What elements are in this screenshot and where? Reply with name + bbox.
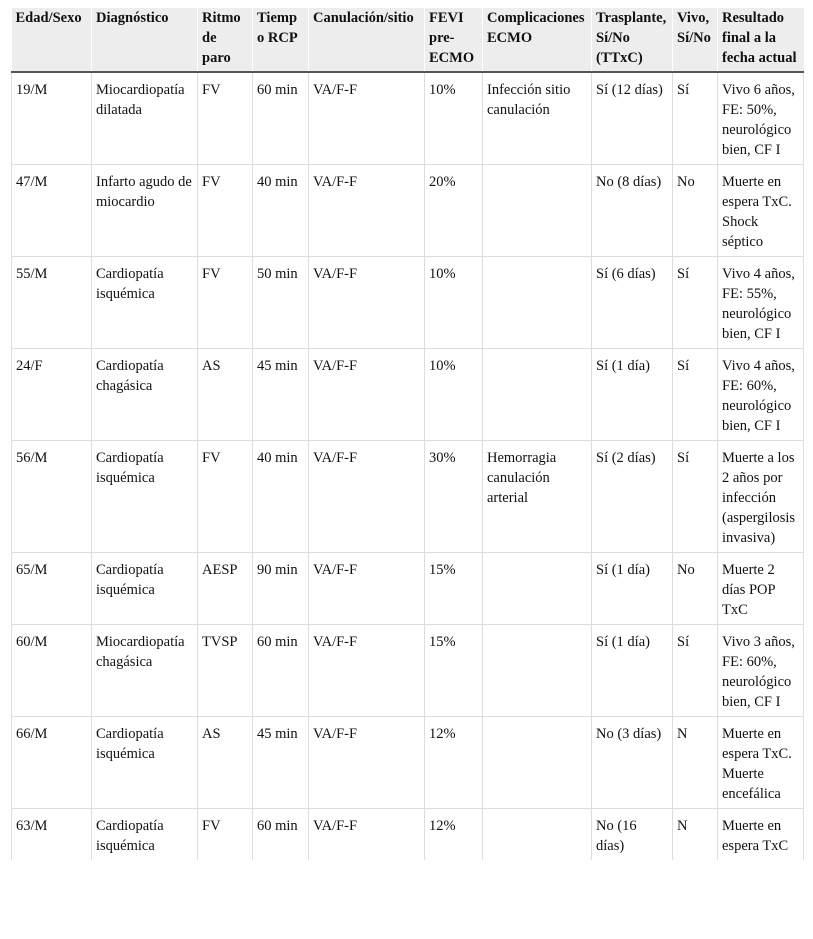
cell-complicaciones-ecmo [483, 809, 592, 861]
header-complicaciones-ecmo: Complicaciones ECMO [483, 8, 592, 72]
cell-tiempo-rcp: 60 min [253, 72, 309, 165]
cell-complicaciones-ecmo [483, 625, 592, 717]
cell-tiempo-rcp: 40 min [253, 441, 309, 553]
cell-complicaciones-ecmo [483, 165, 592, 257]
cell-trasplante: Sí (1 día) [592, 625, 673, 717]
header-resultado-final: Resultado final a la fecha actual [718, 8, 804, 72]
cell-trasplante: Sí (12 días) [592, 72, 673, 165]
cell-ritmo-paro: FV [198, 72, 253, 165]
cell-fevi-pre-ecmo: 30% [425, 441, 483, 553]
header-vivo: Vivo, Sí/No [673, 8, 718, 72]
table-header-row [12, 8, 804, 72]
cell-edad-sexo: 63/M [12, 809, 92, 861]
cell-canulacion-sitio: VA/F-F [309, 349, 425, 441]
cell-ritmo-paro: AESP [198, 553, 253, 625]
cell-complicaciones-ecmo: Hemorragia canulación arterial [483, 441, 592, 553]
cell-vivo: Sí [673, 257, 718, 349]
cell-ritmo-paro: FV [198, 257, 253, 349]
cell-fevi-pre-ecmo: 15% [425, 625, 483, 717]
cell-edad-sexo: 65/M [12, 553, 92, 625]
cell-fevi-pre-ecmo: 12% [425, 809, 483, 861]
cell-vivo: Sí [673, 349, 718, 441]
cell-canulacion-sitio: VA/F-F [309, 809, 425, 861]
header-tiempo-rcp: Tiempo RCP [253, 8, 309, 72]
cell-complicaciones-ecmo: Infección sitio canulación [483, 72, 592, 165]
cell-edad-sexo: 60/M [12, 625, 92, 717]
header-edad-sexo: Edad/Sexo [12, 8, 92, 72]
cell-vivo: N [673, 717, 718, 809]
cell-vivo: Sí [673, 625, 718, 717]
cell-trasplante: No (3 días) [592, 717, 673, 809]
cell-resultado-final: Vivo 3 años, FE: 60%, neurológico bien, CF I [718, 625, 804, 717]
cell-ritmo-paro: AS [198, 717, 253, 809]
cell-trasplante: Sí (1 día) [592, 553, 673, 625]
cell-vivo: Sí [673, 441, 718, 553]
cell-resultado-final: Vivo 4 años, FE: 60%, neurológico bien, CF I [718, 349, 804, 441]
header-trasplante: Trasplante, Sí/No (TTxC) [592, 8, 673, 72]
cell-trasplante: Sí (2 días) [592, 441, 673, 553]
table-row [12, 625, 804, 717]
cell-tiempo-rcp: 40 min [253, 165, 309, 257]
cell-diagnostico: Cardiopatía isquémica [92, 809, 198, 861]
cell-ritmo-paro: FV [198, 809, 253, 861]
cell-complicaciones-ecmo [483, 349, 592, 441]
cell-complicaciones-ecmo [483, 553, 592, 625]
cell-edad-sexo: 56/M [12, 441, 92, 553]
cell-diagnostico: Cardiopatía isquémica [92, 441, 198, 553]
cell-vivo: Sí [673, 72, 718, 165]
cell-fevi-pre-ecmo: 12% [425, 717, 483, 809]
cell-fevi-pre-ecmo: 10% [425, 257, 483, 349]
cell-ritmo-paro: FV [198, 441, 253, 553]
cell-canulacion-sitio: VA/F-F [309, 441, 425, 553]
header-canulacion-sitio: Canulación/sitio [309, 8, 425, 72]
cell-resultado-final: Muerte en espera TxC [718, 809, 804, 861]
header-fevi-pre-ecmo: FEVI pre-ECMO [425, 8, 483, 72]
cell-complicaciones-ecmo [483, 257, 592, 349]
cell-tiempo-rcp: 50 min [253, 257, 309, 349]
table-row [12, 72, 804, 165]
cell-diagnostico: Cardiopatía isquémica [92, 553, 198, 625]
cell-ritmo-paro: FV [198, 165, 253, 257]
cell-diagnostico: Miocardiopatía chagásica [92, 625, 198, 717]
cell-resultado-final: Muerte 2 días POP TxC [718, 553, 804, 625]
table-row [12, 809, 804, 861]
cell-diagnostico: Infarto agudo de miocardio [92, 165, 198, 257]
table-row [12, 165, 804, 257]
cell-edad-sexo: 66/M [12, 717, 92, 809]
table-row [12, 349, 804, 441]
cell-resultado-final: Vivo 6 años, FE: 50%, neurológico bien, CF I [718, 72, 804, 165]
cell-fevi-pre-ecmo: 10% [425, 72, 483, 165]
table-row [12, 257, 804, 349]
cell-diagnostico: Cardiopatía isquémica [92, 717, 198, 809]
table-row [12, 553, 804, 625]
cell-canulacion-sitio: VA/F-F [309, 72, 425, 165]
cell-resultado-final: Muerte en espera TxC. Shock séptico [718, 165, 804, 257]
cell-edad-sexo: 47/M [12, 165, 92, 257]
cell-trasplante: Sí (1 día) [592, 349, 673, 441]
table-row [12, 717, 804, 809]
cell-fevi-pre-ecmo: 15% [425, 553, 483, 625]
cell-tiempo-rcp: 90 min [253, 553, 309, 625]
cell-canulacion-sitio: VA/F-F [309, 553, 425, 625]
cell-edad-sexo: 24/F [12, 349, 92, 441]
cell-canulacion-sitio: VA/F-F [309, 717, 425, 809]
cell-ritmo-paro: TVSP [198, 625, 253, 717]
results-table-container [11, 8, 803, 860]
cell-diagnostico: Cardiopatía chagásica [92, 349, 198, 441]
cell-canulacion-sitio: VA/F-F [309, 625, 425, 717]
cell-resultado-final: Vivo 4 años, FE: 55%, neurológico bien, CF I [718, 257, 804, 349]
cell-vivo: N [673, 809, 718, 861]
cell-tiempo-rcp: 60 min [253, 809, 309, 861]
cell-canulacion-sitio: VA/F-F [309, 165, 425, 257]
cell-trasplante: Sí (6 días) [592, 257, 673, 349]
cell-resultado-final: Muerte a los 2 años por infección (aspergilosis invasiva) [718, 441, 804, 553]
cell-tiempo-rcp: 45 min [253, 717, 309, 809]
cell-tiempo-rcp: 45 min [253, 349, 309, 441]
cell-diagnostico: Cardiopatía isquémica [92, 257, 198, 349]
cell-vivo: No [673, 553, 718, 625]
cell-ritmo-paro: AS [198, 349, 253, 441]
cell-trasplante: No (8 días) [592, 165, 673, 257]
cell-edad-sexo: 55/M [12, 257, 92, 349]
cell-edad-sexo: 19/M [12, 72, 92, 165]
cell-resultado-final: Muerte en espera TxC. Muerte encefálica [718, 717, 804, 809]
cell-trasplante: No (16 días) [592, 809, 673, 861]
cell-fevi-pre-ecmo: 10% [425, 349, 483, 441]
cell-vivo: No [673, 165, 718, 257]
header-ritmo-paro: Ritmo de paro [198, 8, 253, 72]
cell-diagnostico: Miocardiopatía dilatada [92, 72, 198, 165]
cell-tiempo-rcp: 60 min [253, 625, 309, 717]
header-diagnostico: Diagnóstico [92, 8, 198, 72]
cell-fevi-pre-ecmo: 20% [425, 165, 483, 257]
cell-complicaciones-ecmo [483, 717, 592, 809]
cell-canulacion-sitio: VA/F-F [309, 257, 425, 349]
table-row [12, 441, 804, 553]
ecmo-results-table [11, 8, 804, 860]
